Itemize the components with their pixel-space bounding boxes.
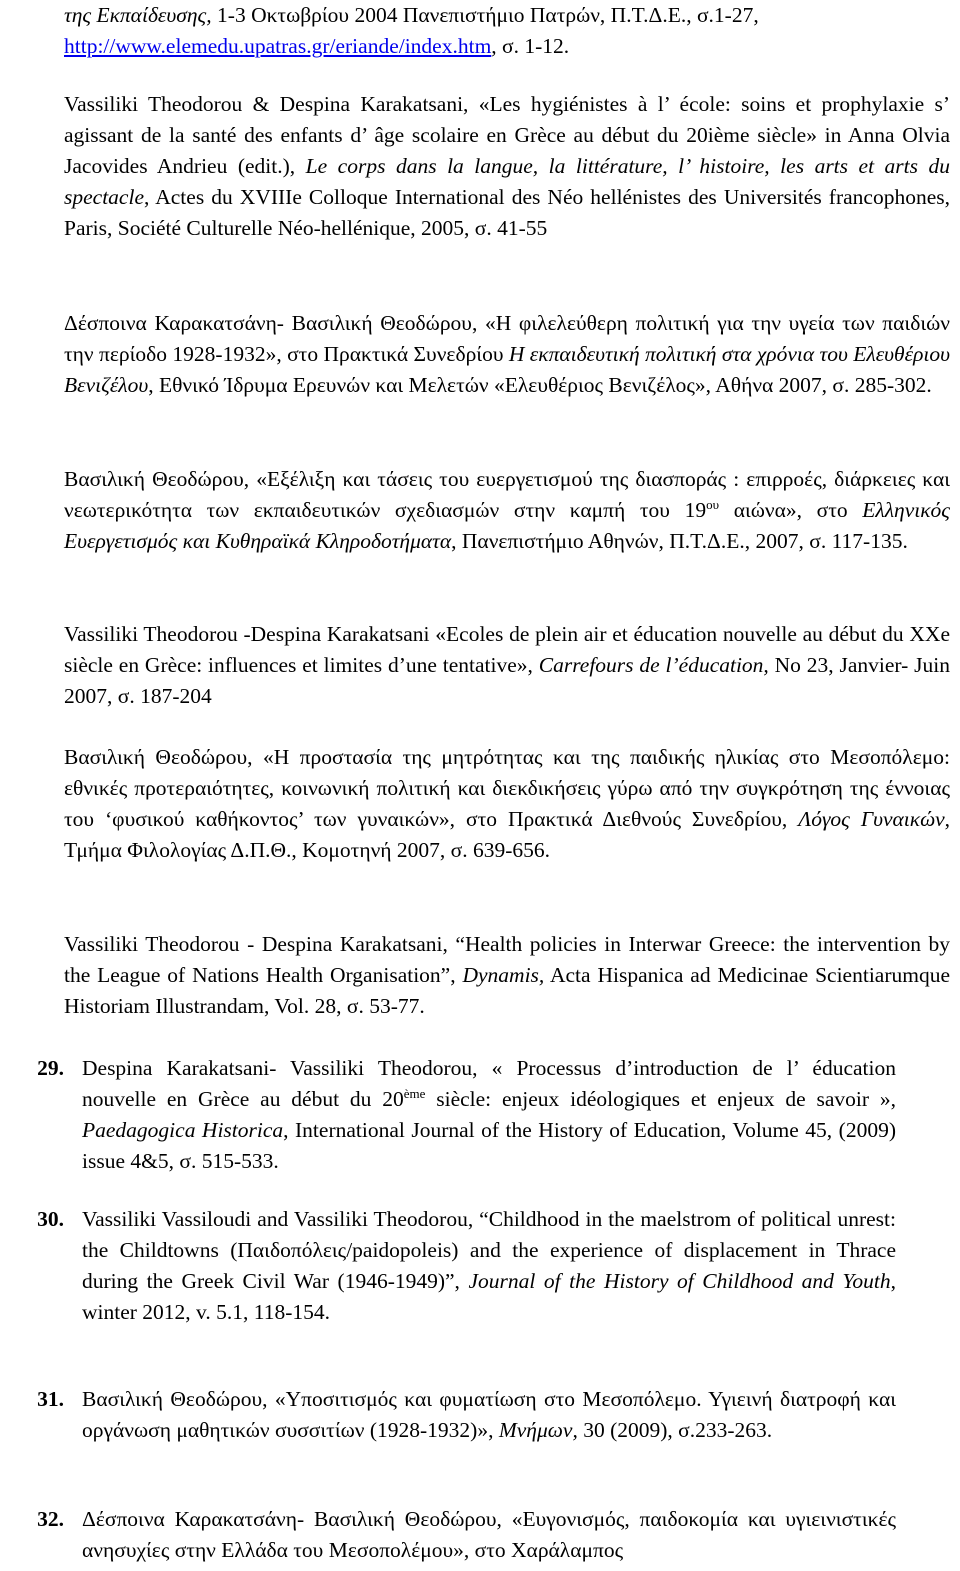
entry-32-number: 32. (37, 1507, 64, 1531)
entry-27-number (8, 742, 64, 773)
entry-23-italic: Le corps dans la langue, la littérature, l’ histoire, les arts et arts du spectacle (64, 154, 950, 209)
entry-25-text-b: αιώνα», στο (719, 498, 863, 522)
entry-26-italic: Carrefours de l’éducation, (538, 653, 769, 677)
entry-27 (8, 742, 950, 866)
entry-29-text-c: , International Journal of the History of Education, Volume 45, (2009) issue 4&5, σ. 515-533. (82, 1118, 896, 1173)
entry-24-text-b: , Εθνικό Ίδρυμα Ερευνών και Μελετών «Ελευθέριος Βενιζέλος», Αθήνα 2007, σ. 285-302. (148, 373, 932, 397)
entry-25-text-c: , Πανεπιστήμιο Αθηνών, Π.Τ.Δ.Ε., 2007, σ. 117-135. (451, 529, 908, 553)
entry-26-number (8, 619, 64, 650)
entry-30 (16, 1204, 896, 1328)
entry-25 (8, 464, 950, 557)
entry-25-superscript: ου (706, 496, 720, 512)
entry-22-italic: της Εκπαίδευσης, (64, 3, 212, 27)
entry-22-link[interactable]: http://www.elemedu.upatras.gr/eriande/index.htm (64, 34, 492, 58)
entry-29 (16, 1053, 896, 1177)
entry-30-number: 30. (37, 1207, 64, 1231)
entry-31-italic: Μνήμων, (498, 1418, 578, 1442)
entry-23 (8, 89, 950, 244)
entry-24-text-a: Δέσποινα Καρακατσάνη- Βασιλική Θεοδώρου, «Η φιλελεύθερη πολιτική για την υγεία των παιδιών την περίοδο 1928-1932», στο Πρακτικά Συνεδρίου (64, 311, 950, 366)
entry-22-link-tail: , σ. 1-12. (491, 34, 570, 58)
entry-28-italic: Dynamis, (462, 963, 545, 987)
entry-31-text-a: Βασιλική Θεοδώρου, «Υποσιτισμός και φυματίωση στο Μεσοπόλεμο. Υγιεινή διατροφή και οργάνωση μαθητικών συσσιτίων (1928-1932)», (82, 1387, 896, 1442)
entry-27-text-a: Βασιλική Θεοδώρου, «Η προστασία της μητρότητας και της παιδικής ηλικίας στο Μεσοπόλεμο: εθνικές προτεραιότητες, κοινωνική πολιτική και διεκδικήσεις γύρω από την συγκρότηση της έννοιας του ‘φυσικού καθήκοντος’ των γυναικών», στο Πρακτικά Διεθνούς Συνεδρίου, (64, 745, 950, 831)
entry-29-number: 29. (37, 1056, 64, 1080)
entry-23-number (8, 89, 64, 120)
entry-30-text-a: Vassiliki Vassiloudi and Vassiliki Theodorou, “Childhood in the maelstrom of political unrest: the Childtowns (Παιδοπόλεις/paidopoleis) and the experience of displacement in Thrace during the Greek Civil War (1946-1949)”, (82, 1207, 896, 1293)
entry-24-number (8, 308, 64, 339)
entry-29-text-a: Despina Karakatsani- Vassiliki Theodorou, « Processus d’introduction de l’ éducation nouvelle en Grèce au début du 20 (82, 1056, 896, 1111)
entry-23-text-a: Vassiliki Theodorou & Despina Karakatsani, «Les hygiénistes à l’ école: soins et prophylaxie s’ agissant de la santé des enfants d’ âge scolaire en Grèce au début du 20ième siècle» in Anna Olvia Jacovides Andrieu (edit.), (64, 92, 950, 178)
entry-29-text-b: siècle: enjeux idéologiques et enjeux de savoir », (425, 1087, 896, 1111)
entry-22-continuation (64, 0, 950, 62)
entry-26-text-a: Vassiliki Theodorou -Despina Karakatsani «Ecoles de plein air et éducation nouvelle au début du XXe siècle en Grèce: influences et limites d’une tentative», (64, 622, 950, 677)
entry-28-text-a: Vassiliki Theodorou - Despina Karakatsani, “Health policies in Interwar Greece: the intervention by the League of Nations Health Organisation”, (64, 932, 950, 987)
entry-32-text-a: Δέσποινα Καρακατσάνη- Βασιλική Θεοδώρου, «Ευγονισμός, παιδοκομία και υγιεινιστικές ανησυχίες στην Ελλάδα του Μεσοπολέμου», στο Χαράλαμπος (82, 1507, 896, 1562)
entry-28-text-b: Acta Hispanica ad Medicinae Scientiarumque Historiam Illustrandam, Vol. 28, σ. 53-77. (64, 963, 951, 1018)
entry-24 (8, 308, 950, 401)
entry-24-italic: Η εκπαιδευτική πολιτική στα χρόνια του Ελευθέριου Βενιζέλου (64, 342, 950, 397)
entry-25-text-a: Βασιλική Θεοδώρου, «Εξέλιξη και τάσεις του ευεργετισμού της διασποράς : επιρροές, διάρκειες και νεωτερικότητα των εκπαιδευτικών σχεδιασμών στην καμπή του 19 (64, 467, 950, 522)
entry-25-number (8, 464, 64, 495)
entry-31-text-b: 30 (2009), σ.233-263. (577, 1418, 773, 1442)
entry-29-superscript: ème (403, 1085, 426, 1101)
entry-30-text-b: , winter 2012, v. 5.1, 118-154. (82, 1269, 897, 1324)
entry-32 (16, 1504, 896, 1566)
entry-23-text-b: , Actes du XVIIIe Colloque International des Néo hellénistes des Universités francophones, Paris, Société Culturelle Néo-hellénique, 2005, σ. 41-55 (64, 185, 950, 240)
entry-27-text-b: , Τμήμα Φιλολογίας Δ.Π.Θ., Κομοτηνή 2007, σ. 639-656. (64, 807, 950, 862)
entry-25-italic: Ελληνικός Ευεργετισμός και Κυθηραϊκά Κληροδοτήματα (64, 498, 950, 553)
entry-22-text: 1-3 Οκτωβρίου 2004 Πανεπιστήμιο Πατρών, Π.Τ.Δ.Ε., σ.1-27, (211, 3, 759, 27)
entry-28 (8, 929, 950, 1022)
entry-26 (8, 619, 950, 712)
entry-27-italic: Λόγος Γυναικών (798, 807, 945, 831)
entry-31-number: 31. (37, 1387, 64, 1411)
entry-29-italic: Paedagogica Historica (82, 1118, 284, 1142)
entry-28-number (8, 929, 64, 960)
entry-26-text-b: No 23, Janvier- Juin 2007, σ. 187-204 (64, 653, 950, 708)
entry-30-italic: Journal of the History of Childhood and Youth (468, 1269, 891, 1293)
entry-31 (16, 1384, 896, 1446)
